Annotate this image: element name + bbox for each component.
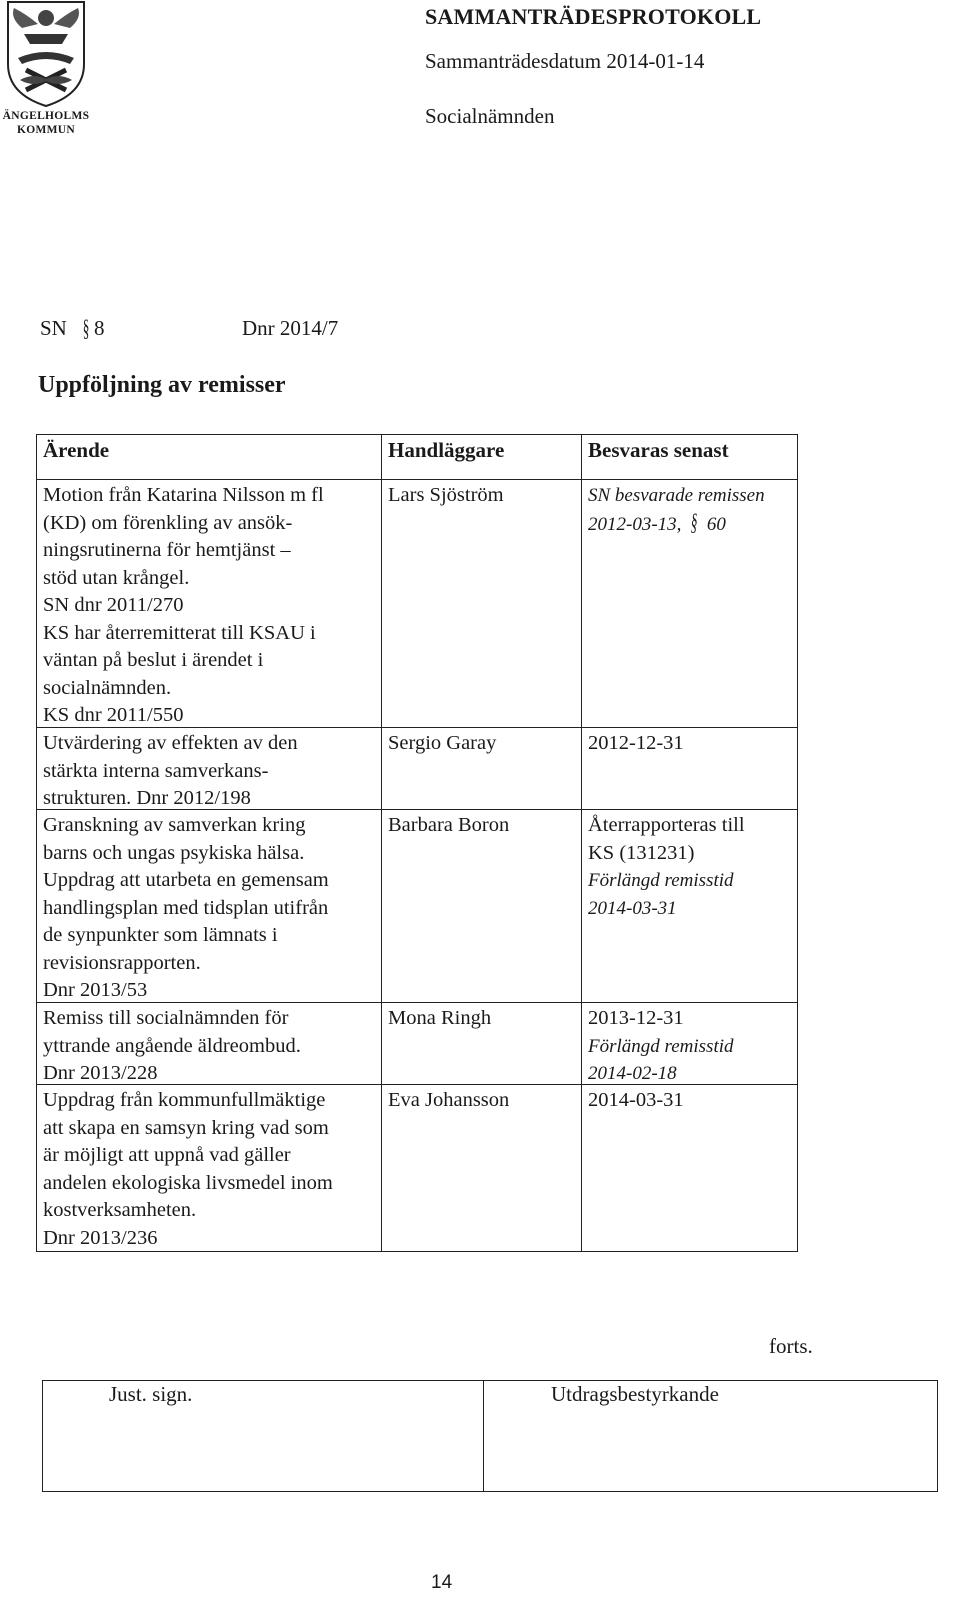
- table-row-4-handlaggare: Mona Ringh: [388, 1007, 492, 1029]
- committee-name: Socialnämnden: [425, 104, 555, 128]
- table-row-3-arende: Granskning av samverkan kring barns och ungas psykiska hälsa. Uppdrag att utarbeta en gemensam handlingsplan med tidsplan utifrån de synpunkter som lämnats i revisionsrapporten. Dnr 2013/53: [43, 814, 329, 1001]
- table-row-4-besvaras: 2013-12-31 Förlängd remisstid 2014-02-18: [588, 1007, 734, 1084]
- municipality-logo: [0, 0, 92, 140]
- column-header-besvaras: Besvaras senast: [588, 438, 729, 462]
- table-row-1-arende: Motion från Katarina Nilsson m fl (KD) om förenkling av ansök- ningsrutinerna för hemtjänst – stöd utan krångel. SN dnr 2011/270 KS har återremitterat till KSAU i väntan på beslut i ärendet i socialnämnden. KS dnr 2011/550: [43, 484, 324, 726]
- table-row-5-besvaras: 2014-03-31: [588, 1089, 684, 1111]
- paragraph-prefix: SN: [40, 316, 67, 340]
- coat-of-arms-icon: [0, 0, 92, 108]
- paragraph-number: 8: [94, 316, 105, 340]
- table-row-2-arende: Utvärdering av effekten av den stärkta interna samverkans- strukturen. Dnr 2012/198: [43, 732, 298, 809]
- section-title: Uppföljning av remisser: [38, 372, 286, 398]
- just-sign-label: Just. sign.: [109, 1382, 193, 1406]
- table-row-1-besvaras: SN besvarade remissen 2012-03-13, § 60: [588, 485, 765, 536]
- table-row-5-handlaggare: Eva Johansson: [388, 1089, 510, 1111]
- signature-box: [42, 1380, 938, 1492]
- table-row-1-handlaggare: Lars Sjöström: [388, 484, 504, 506]
- logo-text-line1: ÄNGELHOLMS: [2, 110, 90, 122]
- paragraph-dnr: Dnr 2014/7: [242, 316, 339, 340]
- table-row-3-besvaras: Återrapporteras till KS (131231) Förlängd remisstid 2014-03-31: [588, 814, 745, 919]
- table-row-3-handlaggare: Barbara Boron: [388, 814, 510, 836]
- continuation-note: forts.: [769, 1334, 813, 1358]
- table-row-2-handlaggare: Sergio Garay: [388, 732, 497, 754]
- column-header-arende: Ärende: [43, 438, 110, 462]
- column-header-handlaggare: Handläggare: [388, 438, 505, 462]
- table-row-5-arende: Uppdrag från kommunfullmäktige att skapa en samsyn kring vad som är möjligt att uppnå vad gäller andelen ekologiska livsmedel inom kostverksamheten. Dnr 2013/236: [43, 1089, 333, 1249]
- table-row-4-arende: Remiss till socialnämnden för yttrande angående äldreombud. Dnr 2013/228: [43, 1007, 301, 1084]
- meeting-date: Sammanträdesdatum 2014-01-14: [425, 49, 705, 73]
- document-title: SAMMANTRÄDESPROTOKOLL: [425, 4, 762, 29]
- page-number: 14: [431, 1572, 453, 1593]
- table-row-2-besvaras: 2012-12-31: [588, 732, 684, 754]
- logo-text-line2: KOMMUN: [16, 124, 75, 136]
- remiss-table: [36, 434, 798, 1252]
- paragraph-symbol: §: [82, 316, 90, 342]
- utdragsbestyrkande-label: Utdragsbestyrkande: [551, 1382, 719, 1406]
